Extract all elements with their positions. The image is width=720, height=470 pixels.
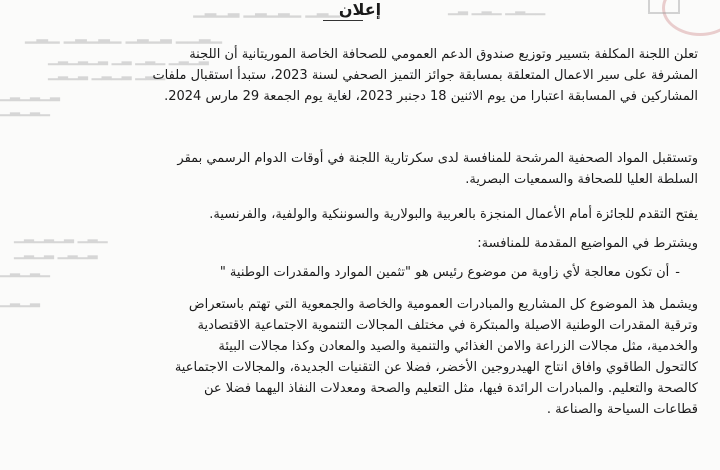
bullet-item [40, 262, 680, 283]
paragraph-line: ويشمل هذ الموضوع كل المشاريع والمبادرات العمومية والخاصة والجمعوية التي تهتم باستعراض [188, 297, 698, 312]
bleed-through-letterhead-line: ▁▂▁▂▁ [0, 101, 50, 116]
bleed-through-letterhead-right: ▁▂ ▁▂▁ ▁▂▁▁ [448, 0, 546, 15]
paragraph-line: يفتح التقدم للجائزة أمام الأعمال المنجزة بالعربية والبولارية والسوننكية والولفية، والفرنسية. [209, 207, 698, 222]
paragraph-line: والخدمية، مثل مجالات الزراعة والامن الغذائي والتنمية والصيد والمعادن وكذا مجالات البيئة [218, 339, 698, 354]
paragraph-line: المشاركين في المسابقة اعتبارا من يوم الاثنين 18 دجنبر 2023، لغاية يوم الجمعة 29 مارس 2024. [164, 89, 698, 104]
paragraph-line: السلطة العليا للصحافة والسمعيات البصرية. [465, 172, 698, 187]
paragraph-line: قطاعات السياحة والصناعة . [546, 402, 698, 417]
bullet-text: أن تكون معالجة لأي زاوية من موضوع رئيس هو "تثمين الموارد والمقدرات الوطنية " [219, 265, 670, 280]
title-underline [323, 20, 363, 21]
paragraph-conditions-heading [40, 233, 698, 254]
paragraph-line: وترقية المقدرات الوطنية الاصيلة والمبتكرة في مختلف المجالات التنموية الاجتماعية الاقتصادية [197, 318, 698, 333]
bleed-through-mark: ▁▂▁▂▁ [0, 262, 50, 277]
paragraph-languages [40, 204, 698, 225]
paragraph-condition-bullet [40, 262, 680, 283]
bullet-dash: - [675, 265, 680, 280]
paragraph-line: كالتحول الطاقوي وافاق انتاج الهيدروجين الأخضر، فضلا عن التقنيات الجديدة، والمجالات الاجتماعية [174, 360, 698, 375]
paragraph-line: المشرفة على سير الاعمال المتعلقة بمسابقة جوائز التميز الصحفي لسنة 2023، ستبدأ استقبال ملفات [152, 68, 698, 83]
paragraph-topic-scope [30, 294, 698, 420]
paragraph-line: ويشترط في المواضيع المقدمة للمنافسة: [477, 236, 698, 251]
bleed-through-mark: ▁▂▁▂ [0, 292, 40, 307]
paragraph-line: وتستقبل المواد الصحفية المرشحة للمنافسة لدى سكرتارية اللجنة في أوقات الدوام الرسمي بمقر [177, 151, 698, 166]
bleed-through-mark: ▁▂▁▂ ▁▂▁▂ [14, 244, 98, 259]
paragraph-submission [40, 148, 698, 190]
paragraph-announcement [34, 44, 698, 107]
bleed-through-letterhead-line: ▁▂▁▂▁▂ ▁▂ ▁▂▁ ▁▂▁▂ [48, 50, 209, 65]
paragraph-line: تعلن اللجنة المكلفة بتسيير وتوزيع صندوق الدعم العمومي للصحافة الخاصة الموريتانية أن اللجنة [189, 47, 698, 62]
document-title: إعلان [338, 0, 382, 19]
bleed-through-letterhead-line: ▁▂▁▂ ▁▂▁▂ ▁▂▁ [48, 65, 166, 80]
bleed-through-mark: ▁▂▁▂▁▂ ▁▂▁ [14, 228, 108, 243]
bleed-through-letterhead-line: ▁▂▁▂▁▂ [0, 86, 60, 101]
bleed-through-letterhead-top: ▁▂▁▂ ▁▂▁▂▁ ▁▂▁ [193, 1, 340, 18]
paragraph-line: كالصحة والتعليم. والمبادرات الرائدة فيها، مثل التعليم والصحة ومعدلات النفاذ اليهما فضلا عن [204, 381, 698, 396]
bleed-through-letterhead-line: ▁▂▁ ▁▂▁▂▁ ▁▂▁▂ ▁▁▂▁ [25, 27, 223, 44]
